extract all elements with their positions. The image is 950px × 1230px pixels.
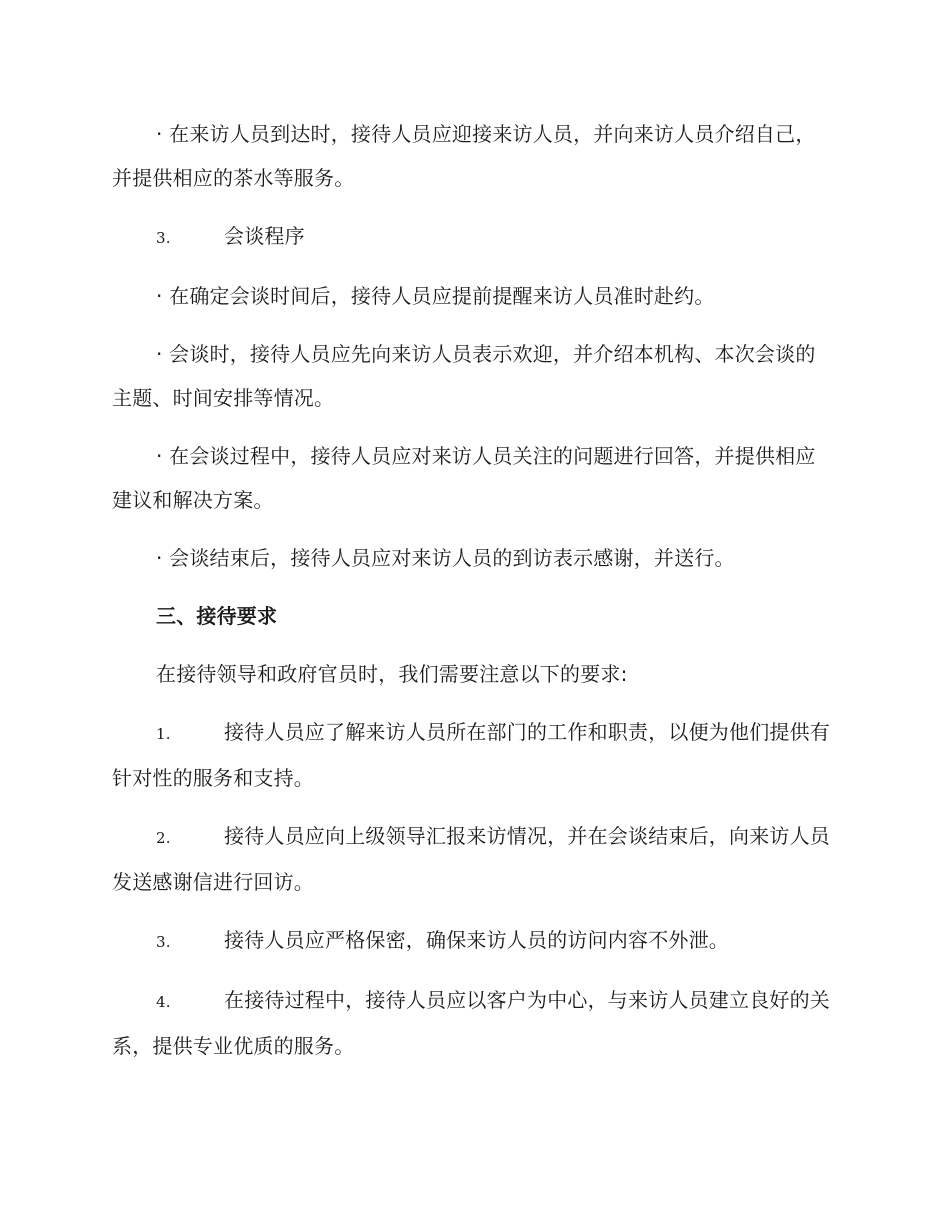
bullet-paragraph: · 在确定会谈时间后，接待人员应提前提醒来访人员准时赴约。 bbox=[156, 284, 715, 308]
item-text: 在接待过程中，接待人员应以客户为中心，与来访人员建立良好的关系，提供专业优质的服务。 bbox=[112, 988, 830, 1058]
requirement-item-4 bbox=[112, 978, 834, 1068]
item-number: 4. bbox=[156, 993, 171, 1011]
item-text: 接待人员应严格保密，确保来访人员的访问内容不外泄。 bbox=[224, 928, 729, 952]
section-heading: 三、接待要求 bbox=[156, 604, 278, 628]
bullet-paragraph: · 在会谈过程中，接待人员应对来访人员关注的问题进行回答，并提供相应建议和解决方案。 bbox=[112, 444, 816, 512]
item-text: 接待人员应向上级领导汇报来访情况，并在会谈结束后，向来访人员发送感谢信进行回访。 bbox=[112, 824, 830, 894]
item-number: 2. bbox=[156, 829, 171, 847]
item-text: 接待人员应了解来访人员所在部门的工作和职责，以便为他们提供有针对性的服务和支持。 bbox=[112, 720, 830, 790]
requirement-item-1 bbox=[112, 710, 834, 800]
bullet-paragraph: · 会谈时，接待人员应先向来访人员表示欢迎，并介绍本机构、本次会谈的主题、时间安排等情况。 bbox=[112, 342, 816, 410]
bullet-paragraph: · 会谈结束后，接待人员应对来访人员的到访表示感谢，并送行。 bbox=[156, 546, 735, 570]
item-number: 3. bbox=[156, 933, 171, 951]
requirement-item-2 bbox=[112, 814, 834, 904]
item-number: 3. bbox=[156, 229, 171, 247]
item-text: 会谈程序 bbox=[224, 224, 305, 248]
item-number: 1. bbox=[156, 725, 171, 743]
section-item-3 bbox=[112, 214, 834, 260]
document-body bbox=[112, 112, 834, 1082]
intro-paragraph: 在接待领导和政府官员时，我们需要注意以下的要求: bbox=[156, 662, 628, 686]
requirement-item-3 bbox=[112, 918, 834, 964]
bullet-paragraph: · 在来访人员到达时，接待人员应迎接来访人员，并向来访人员介绍自己，并提供相应的茶水等服务。 bbox=[112, 122, 816, 190]
